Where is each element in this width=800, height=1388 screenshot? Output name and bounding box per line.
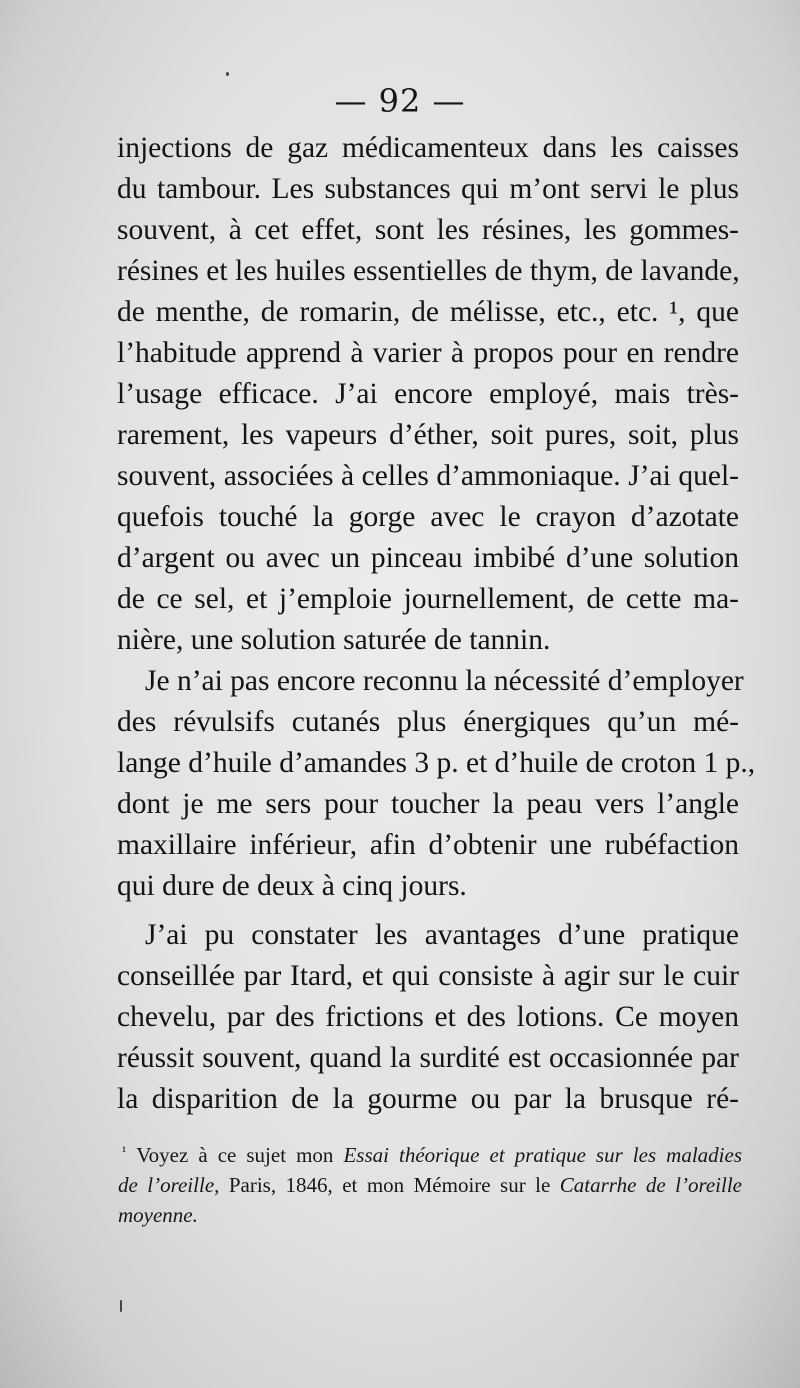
text-line: dont je me sers pour toucher la peau vers l’angle (117, 788, 739, 820)
text-line: l’usage efficace. J’ai encore employé, mais très- (117, 378, 739, 410)
footnote-text: Voyez à ce sujet mon (136, 1143, 344, 1167)
page-number: — 92 — (334, 82, 466, 120)
text-line: réussit souvent, quand la surdité est occasionnée par (117, 1042, 739, 1074)
text-line: chevelu, par des frictions et des lotions. Ce moyen (117, 1001, 739, 1033)
footnote-line (118, 1200, 742, 1230)
scan-speck (120, 1300, 122, 1312)
footnote-line (118, 1138, 742, 1170)
body-text (117, 128, 756, 1120)
footnote-title: Catarrhe de l’oreille (559, 1173, 742, 1197)
text-line: résines et les huiles essentielles de thym, de lavande, (117, 255, 740, 287)
text-line: maxillaire inférieur, afin d’obtenir une rubéfaction (117, 829, 739, 861)
text-line: lange d’huile d’amandes 3 p. et d’huile de croton 1 p., (117, 747, 756, 779)
paragraph-3 (117, 915, 739, 1120)
footnote-text: Paris, 1846, et mon Mémoire sur le (219, 1173, 560, 1197)
footnote-line (118, 1170, 742, 1200)
footnote-title: de l’oreille, (118, 1173, 220, 1197)
text-line: conseillée par Itard, et qui consiste à agir sur le cuir (117, 960, 739, 992)
footnote-title: Essai théorique et pratique sur les maladies (343, 1143, 743, 1167)
text-line: du tambour. Les substances qui m’ont servi le plus (117, 173, 739, 205)
footnote (118, 1138, 742, 1230)
text-line: quefois touché la gorge avec le crayon d’azotate (117, 501, 739, 533)
text-line: qui dure de deux à cinq jours. (117, 870, 467, 902)
text-line: nière, une solution saturée de tannin. (117, 624, 551, 656)
text-line: rarement, les vapeurs d’éther, soit pures, soit, plus (117, 419, 739, 451)
footnote-title: moyenne. (118, 1203, 198, 1227)
text-line: la disparition de la gourme ou par la brusque ré- (117, 1083, 739, 1115)
text-line: de menthe, de romarin, de mélisse, etc., etc. ¹, que (117, 296, 739, 328)
text-line: J’ai pu constater les avantages d’une pratique (145, 919, 739, 951)
text-line: souvent, à cet effet, sont les résines, les gommes- (117, 214, 739, 246)
scan-speck (226, 72, 229, 76)
text-line: Je n’ai pas encore reconnu la nécessité d’employer (145, 665, 744, 697)
paragraph-2 (117, 661, 756, 907)
text-line: injections de gaz médicamenteux dans les caisses (117, 132, 739, 164)
footnote-marker: ¹ (122, 1145, 127, 1160)
paragraph-1 (117, 128, 739, 661)
text-line: de ce sel, et j’emploie journellement, de cette ma- (117, 583, 739, 615)
text-line: des révulsifs cutanés plus énergiques qu’un mé- (117, 706, 739, 738)
text-line: souvent, associées à celles d’ammoniaque. J’ai quel- (117, 460, 739, 492)
text-line: l’habitude apprend à varier à propos pour en rendre (117, 337, 739, 369)
text-line: d’argent ou avec un pinceau imbibé d’une solution (117, 542, 739, 574)
